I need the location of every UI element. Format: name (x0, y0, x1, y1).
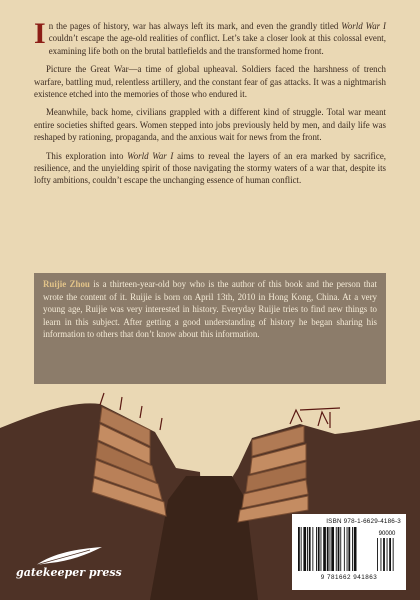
barcode-bars (297, 527, 401, 573)
isbn-barcode (292, 514, 406, 590)
barcode-number: 9 781662 941863 (320, 574, 378, 581)
author-bio-text: is a thirteen-year-old boy who is the author of this book and the person that wrote the content of it. Ruijie is born on April 13th, 2010 in Hong Kong, China. At a very young age, Ruijie was very interested in history. Everyday Ruijie tries to find new things to learn in this subject. After getting a good understanding of history he began sharing his information to others that don’t know about this information. (43, 279, 378, 340)
publisher-logo (16, 545, 122, 590)
isbn-label: ISBN 978-1-6629-4186-3 (326, 518, 401, 525)
book-title-italic: World War I (127, 150, 174, 161)
price-code: 90000 (378, 531, 396, 537)
blurb-paragraph (34, 150, 386, 187)
author-name: Ruijie Zhou (43, 279, 90, 289)
publisher-name: gatekeeper press (16, 566, 122, 579)
book-title-italic: World War I (341, 21, 386, 31)
blurb-text-run: couldn’t escape the age-old realities of conflict. Let’s take a closer look at this colossal event, examining life both on the brutal battlefields and the transformed home front. (48, 33, 386, 56)
blurb-paragraph: Meanwhile, back home, civilians grappled with a different kind of struggle. Total war meant entire societies shifted gears. Women stepped into jobs previously held by men, and daily life was reshaped by rationing, propaganda, and the anxious wait for news from the front. (34, 107, 386, 143)
blurb-text-run: aims to reveal the layers of an era marked by sacrifice, resilience, and the unyielding spirit of those navigating the stormy waters of a war that, despite its lofty ambitions, couldn’t escape the unchanging essence of human conflict. (34, 150, 386, 186)
drop-cap: I (34, 17, 46, 50)
blurb-text-run: n the pages of history, war has always left its mark, and even the grandly titled (48, 21, 342, 31)
author-bio-box (34, 273, 386, 384)
blurb-paragraph: Picture the Great War—a time of global upheaval. Soldiers faced the harshness of trench warfare, battling mud, relentless artillery, and the constant fear of gas attacks. It was a nightmarish existence etched into the memories of those who endured it. (34, 64, 386, 100)
blurb-text (34, 17, 386, 193)
blurb-paragraph (34, 17, 386, 57)
blurb-text-run: This exploration into (46, 150, 128, 161)
